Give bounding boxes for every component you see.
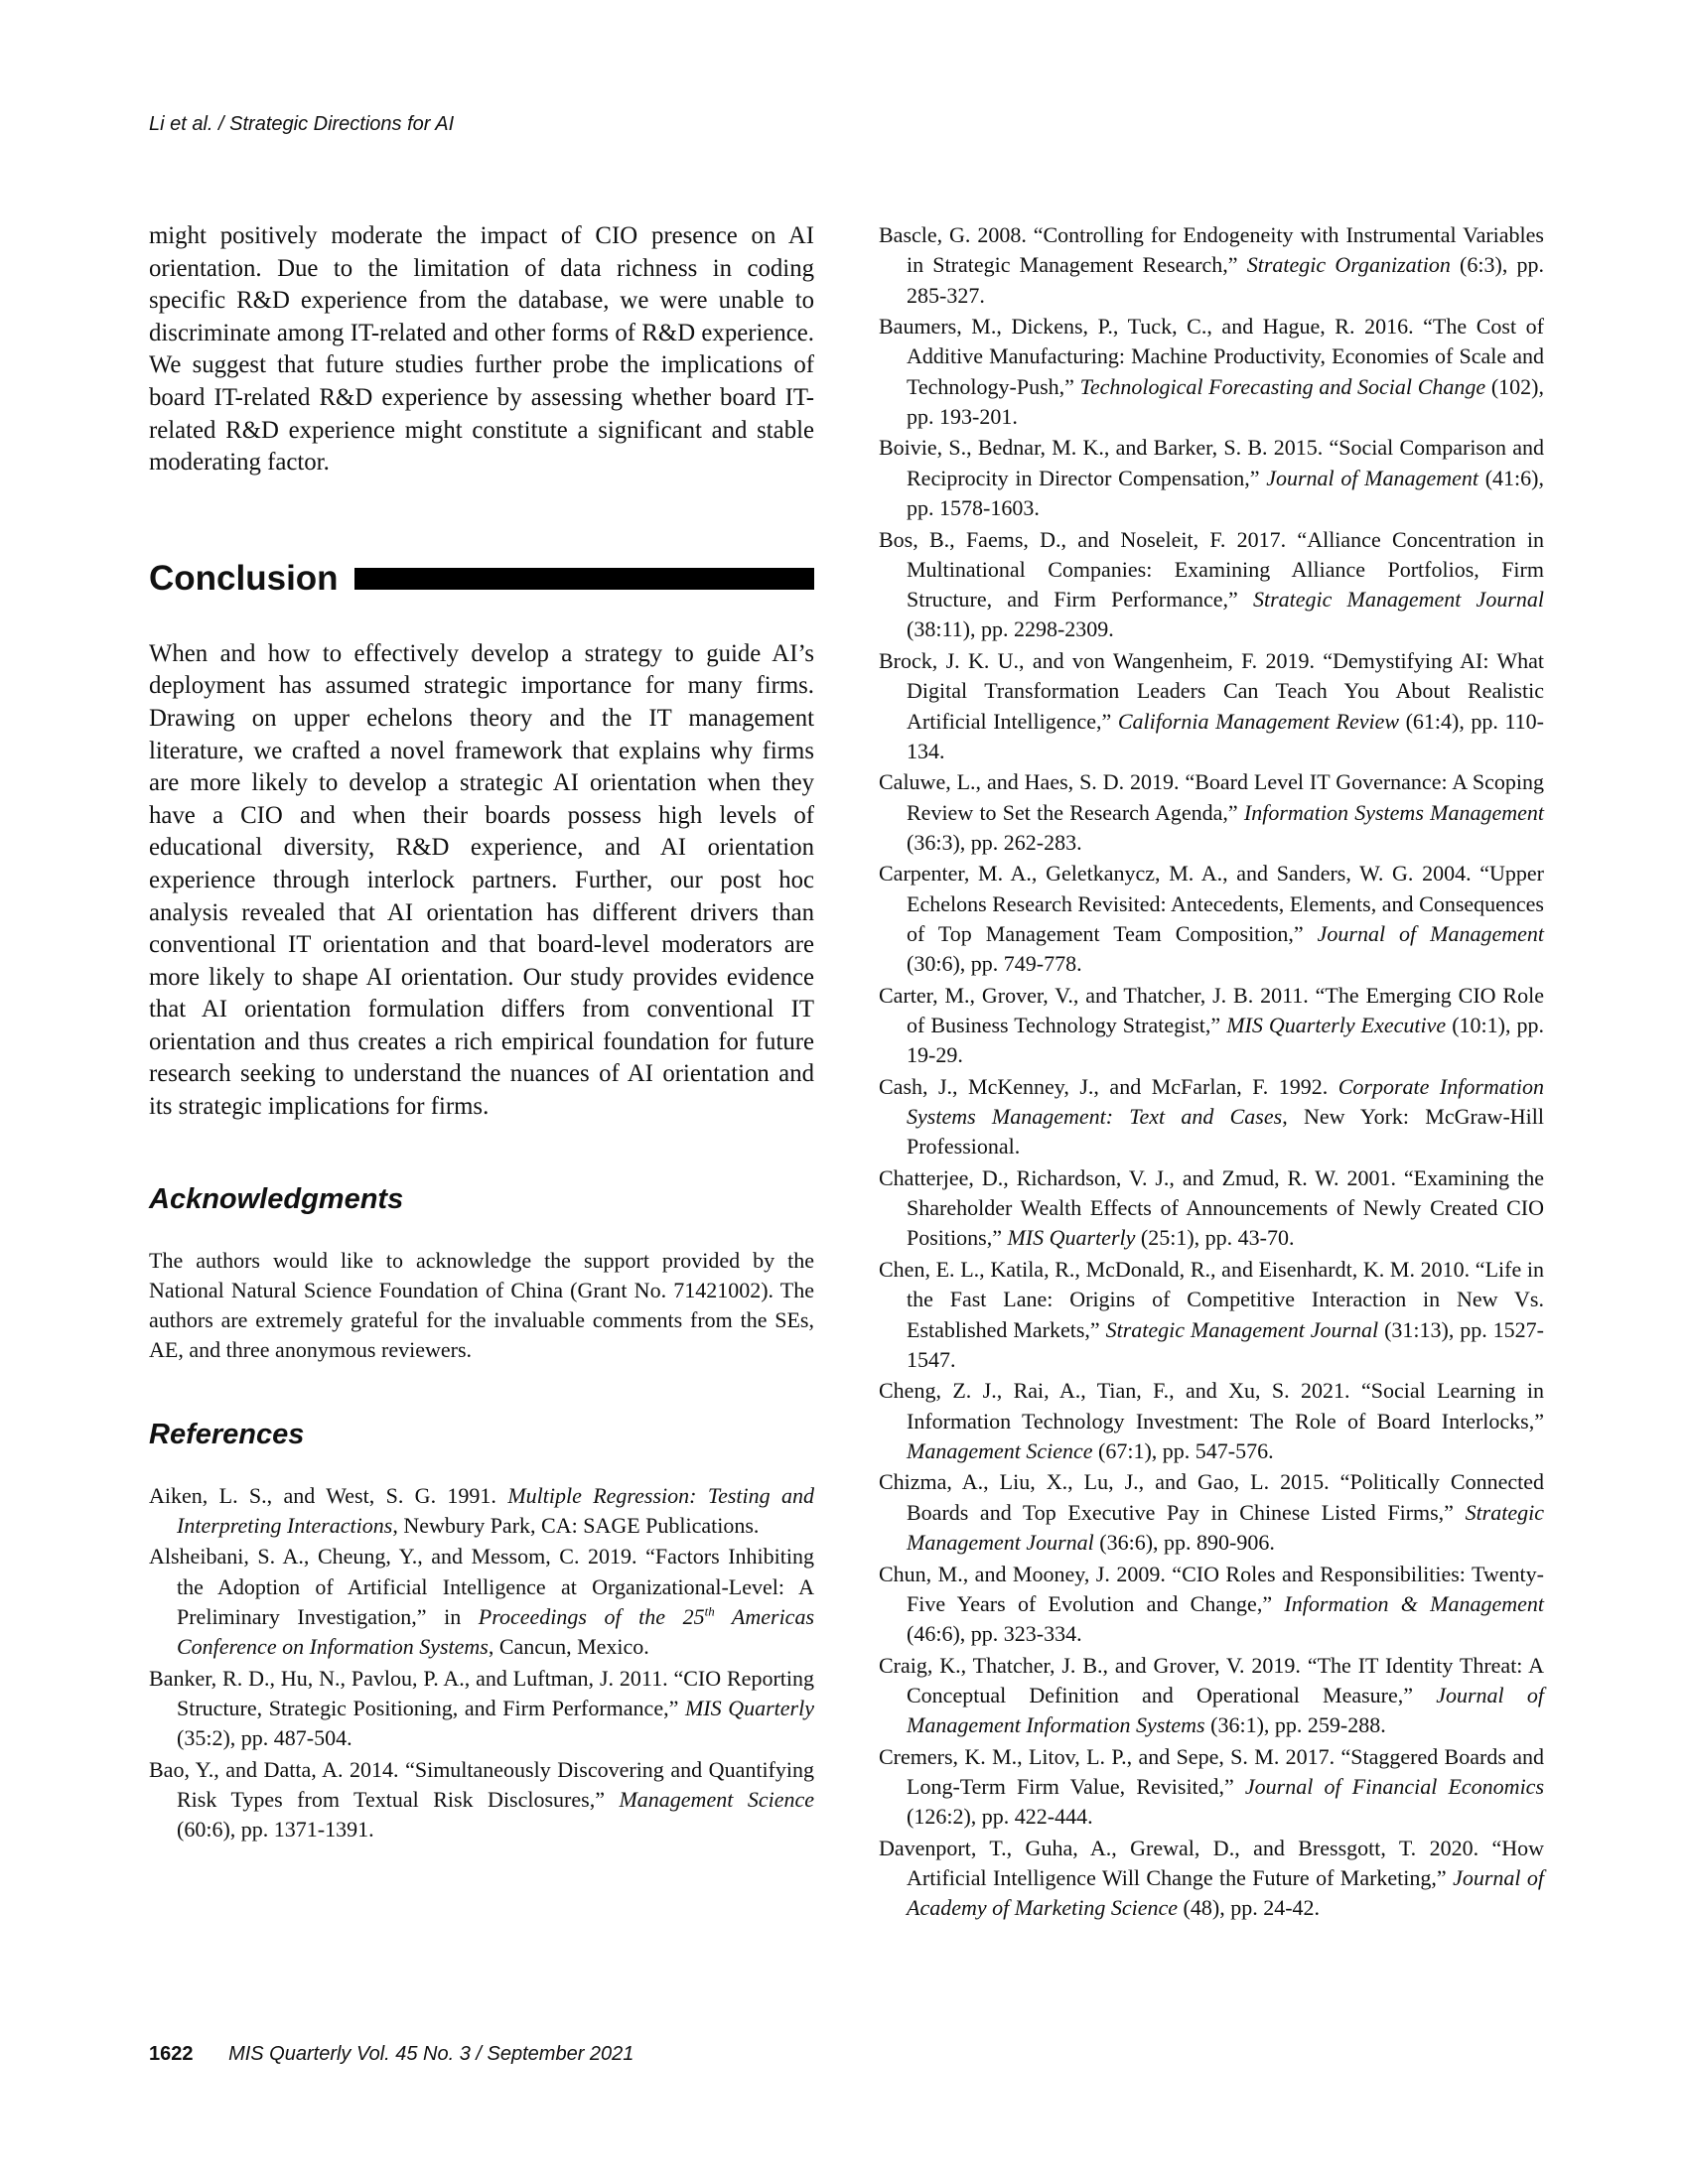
reference-source: Journal of Management Information Systems (907, 1682, 1544, 1738)
reference-text: , Cancun, Mexico. (488, 1634, 649, 1660)
reference-text: (35:2), pp. 487-504. (177, 1725, 352, 1751)
reference-text: Chizma, A., Liu, X., Lu, J., and Gao, L. 2015. “Politically Connected Boards and Top Executive Pay in Chinese Listed Firms,” (879, 1469, 1544, 1525)
reference-source: Technological Forecasting and Social Change (1079, 373, 1486, 399)
reference-entry (879, 1651, 1544, 1741)
running-head: Li et al. / Strategic Directions for AI (149, 113, 455, 135)
reference-text: (102), pp. 193-201. (907, 373, 1544, 429)
reference-source: Journal of Financial Economics (1244, 1773, 1545, 1799)
conclusion-heading-text: Conclusion (149, 558, 339, 598)
references-list-right (879, 220, 1544, 1924)
reference-source: Journal of Academy of Marketing Science (907, 1865, 1544, 1921)
reference-text: (67:1), pp. 547-576. (1092, 1437, 1274, 1463)
reference-entry (879, 312, 1544, 432)
reference-entry (879, 1255, 1544, 1375)
reference-text: Craig, K., Thatcher, J. B., and Grover, V. 2019. “The IT Identity Threat: A Conceptual Definition and Operational Measure,” (879, 1652, 1544, 1707)
reference-text: Aiken, L. S., and West, S. G. 1991. (149, 1482, 508, 1508)
conclusion-paragraph: When and how to effectively develop a strategy to guide AI’s deployment has assumed strategic importance for many firms. Drawing on upper echelons theory and the IT management literature, we crafted a novel framework that explains why firms are more likely to develop a strategic AI orientation when they have a CIO and when their boards possess high levels of educational diversity, R&D experience, and AI orientation experience through interlock partners. Further, our post hoc analysis revealed that AI orientation has different drivers than conventional IT orientation and that board-level moderators are more likely to shape AI orientation. Our study provides evidence that AI orientation formulation differs from conventional IT orientation and thus creates a rich empirical foundation for future research seeking to understand the nuances of AI orientation and its strategic implications for firms. (149, 639, 814, 1121)
reference-text: Boivie, S., Bednar, M. K., and Barker, S. B. 2015. “Social Comparison and Reciprocity in Director Compensation,” (879, 435, 1544, 490)
reference-source: MIS Quarterly Executive (1226, 1013, 1447, 1038)
reference-text: Carpenter, M. A., Geletkanycz, M. A., and Sanders, W. G. 2004. “Upper Echelons Research Revisited: Antecedents, Elements, and Consequences of Top Management Team Composition,” (879, 861, 1544, 946)
reference-text: Bascle, G. 2008. “Controlling for Endogeneity with Instrumental Variables in Strategic Management Research,” (879, 222, 1544, 278)
conclusion-heading (149, 559, 814, 599)
reference-entry (879, 1072, 1544, 1162)
reference-source: MIS Quarterly (1007, 1225, 1136, 1251)
acknowledgments-heading: Acknowledgments (149, 1182, 404, 1215)
reference-entry (879, 981, 1544, 1071)
references-heading: References (149, 1418, 305, 1450)
acknowledgments-paragraph: The authors would like to acknowledge the support provided by the National Natural Science Foundation of China (Grant No. 71421002). The authors are extremely grateful for the invaluable comments from the SEs, AE, and three anonymous reviewers. (149, 1247, 814, 1362)
reference-text: (61:4), pp. 110-134. (907, 708, 1545, 763)
reference-text: (36:1), pp. 259-288. (1204, 1712, 1386, 1738)
reference-source: Information & Management (1284, 1590, 1544, 1616)
reference-entry (879, 767, 1544, 858)
reference-source: Americas Conference on Information Systems (177, 1604, 815, 1660)
reference-source: Strategic Management Journal (1252, 587, 1544, 613)
reference-text: Davenport, T., Guha, A., Grewal, D., and Bressgott, T. 2020. “How Artificial Intelligence Will Change the Future of Marketing,” (879, 1835, 1544, 1891)
reference-text: (36:6), pp. 890-906. (1093, 1530, 1275, 1556)
reference-text: Chatterjee, D., Richardson, V. J., and Zmud, R. W. 2001. “Examining the Shareholder Wealth Effects of Announcements of Newly Created CIO Positions,” (879, 1164, 1544, 1251)
reference-entry (149, 1481, 814, 1542)
references-list-left (149, 1481, 814, 1845)
reference-text: Chen, E. L., Katila, R., McDonald, R., and Eisenhardt, K. M. 2010. “Life in the Fast Lane: Origins of Competitive Interaction in New Vs. Established Markets,” (879, 1256, 1544, 1342)
reference-entry (149, 1664, 814, 1754)
reference-text: Caluwe, L., and Haes, S. D. 2019. “Board Level IT Governance: A Scoping Review to Set the Research Agenda,” (879, 769, 1544, 825)
reference-entry (149, 1755, 814, 1845)
reference-source: California Management Review (1117, 708, 1400, 734)
reference-text: Baumers, M., Dickens, P., Tuck, C., and Hague, R. 2016. “The Cost of Additive Manufacturing: Machine Productivity, Economies of Scale and Technology-Push,” (879, 314, 1544, 399)
reference-entry (879, 1834, 1544, 1924)
journal-info: MIS Quarterly Vol. 45 No. 3 / September 2021 (228, 2043, 634, 2065)
right-column (879, 220, 1544, 1925)
reference-entry (879, 1376, 1544, 1466)
reference-text: , New York: McGraw-Hill Professional. (907, 1104, 1544, 1160)
reference-text: Bao, Y., and Datta, A. 2014. “Simultaneously Discovering and Quantifying Risk Types from Textual Risk Disclosures,” (149, 1756, 814, 1813)
reference-source: Management Science (619, 1787, 814, 1813)
reference-text: Banker, R. D., Hu, N., Pavlou, P. A., and Luftman, J. 2011. “CIO Reporting Structure, Strategic Positioning, and Firm Performance,” (149, 1665, 814, 1721)
left-column (149, 220, 814, 1846)
page-number: 1622 (149, 2043, 194, 2065)
reference-text: (38:11), pp. 2298-2309. (907, 616, 1114, 642)
reference-text: Cremers, K. M., Litov, L. P., and Sepe, S. M. 2017. “Staggered Boards and Long-Term Firm Value, Revisited,” (879, 1743, 1544, 1799)
page-footer (149, 2043, 633, 2066)
section-rule (354, 568, 814, 590)
reference-source: Strategic Management Journal (907, 1499, 1544, 1556)
reference-text: (126:2), pp. 422-444. (907, 1804, 1093, 1830)
reference-text: Alsheibani, S. A., Cheung, Y., and Messom, C. 2019. “Factors Inhibiting the Adoption of Artificial Intelligence at Organizational-Level: A Preliminary Investigation,” in (149, 1544, 814, 1630)
reference-entry (149, 1542, 814, 1662)
reference-text: Bos, B., Faems, D., and Noseleit, F. 2017. “Alliance Concentration in Multinational Companies: Examining Alliance Portfolios, Firm Structure, and Firm Performance,” (879, 526, 1544, 613)
reference-text: (31:13), pp. 1527-1547. (907, 1316, 1544, 1372)
intro-paragraph: might positively moderate the impact of CIO presence on AI orientation. Due to the limitation of data richness in coding specific R&D experience from the database, we were unable to discriminate among IT-related and other forms of R&D experience. We suggest that future studies further probe the implications of board IT-related R&D experience by assessing whether board IT-related R&D experience might constitute a significant and stable moderating factor. (149, 222, 814, 477)
reference-text: (41:6), pp. 1578-1603. (907, 465, 1544, 521)
reference-entry (879, 1560, 1544, 1650)
reference-source: Strategic Management Journal (1105, 1316, 1379, 1342)
reference-source: Proceedings of the 25 (478, 1604, 705, 1630)
reference-text: (60:6), pp. 1371-1391. (177, 1817, 374, 1843)
reference-entry (879, 525, 1544, 645)
reference-entry (879, 1742, 1544, 1833)
reference-entry (879, 646, 1544, 766)
reference-text: (30:6), pp. 749-778. (907, 951, 1082, 977)
reference-text: Chun, M., and Mooney, J. 2009. “CIO Roles and Responsibilities: Twenty-Five Years of Evolution and Change,” (879, 1561, 1544, 1616)
reference-text: (25:1), pp. 43-70. (1135, 1225, 1295, 1251)
reference-text: , Newbury Park, CA: SAGE Publications. (392, 1512, 760, 1538)
reference-superscript: th (704, 1603, 715, 1619)
reference-entry (879, 859, 1544, 979)
reference-entry (879, 1467, 1544, 1558)
reference-source: Corporate Information Systems Management: Text and Cases (907, 1073, 1544, 1130)
reference-source: MIS Quarterly (684, 1696, 814, 1721)
reference-source: Information Systems Management (1243, 799, 1544, 825)
reference-entry (879, 433, 1544, 523)
reference-entry (879, 220, 1544, 311)
reference-source: Strategic Organization (1246, 252, 1451, 278)
reference-text: Brock, J. K. U., and von Wangenheim, F. 2019. “Demystifying AI: What Digital Transformation Leaders Can Teach You About Realistic Artificial Intelligence,” (879, 647, 1544, 734)
reference-text: (10:1), pp. 19-29. (907, 1013, 1544, 1068)
reference-text: (6:3), pp. 285-327. (907, 252, 1544, 308)
reference-text: (48), pp. 24-42. (1178, 1895, 1321, 1921)
reference-text: (36:3), pp. 262-283. (907, 829, 1082, 855)
reference-text: Cash, J., McKenney, J., and McFarlan, F. 1992. (879, 1073, 1338, 1099)
reference-source: Journal of Management (1266, 465, 1479, 490)
reference-entry (879, 1163, 1544, 1254)
reference-source: Journal of Management (1317, 920, 1544, 946)
reference-text: Cheng, Z. J., Rai, A., Tian, F., and Xu, S. 2021. “Social Learning in Information Technology Investment: The Role of Board Interlocks,” (879, 1378, 1544, 1433)
reference-text: (46:6), pp. 323-334. (907, 1621, 1082, 1647)
reference-source: Multiple Regression: Testing and Interpreting Interactions (177, 1482, 814, 1538)
reference-text: Carter, M., Grover, V., and Thatcher, J. B. 2011. “The Emerging CIO Role of Business Technology Strategist,” (879, 982, 1544, 1038)
reference-source: Management Science (907, 1437, 1093, 1463)
